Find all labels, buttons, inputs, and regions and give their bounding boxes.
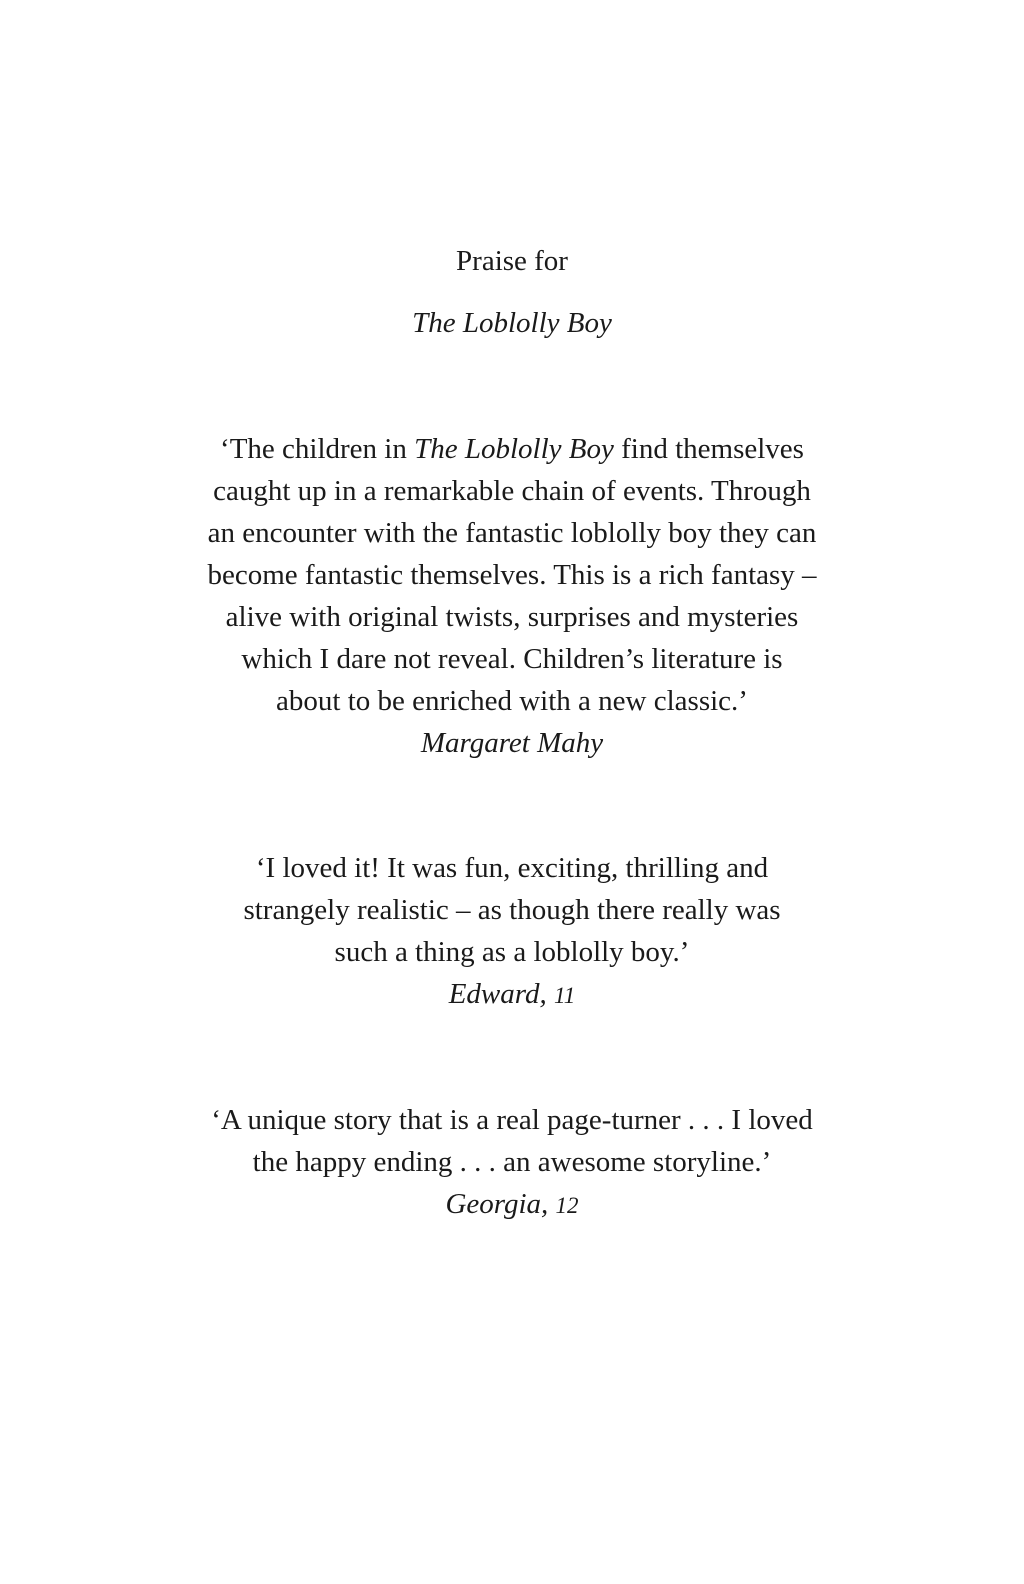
quote-book-title: The Loblolly Boy <box>414 433 614 465</box>
quote-margaret-mahy <box>0 428 1024 766</box>
praise-heading: Praise for <box>456 245 568 277</box>
quote-line: which I dare not reveal. Children’s literature is <box>241 643 783 675</box>
quote-georgia <box>0 1099 1024 1227</box>
book-title: The Loblolly Boy <box>412 307 612 339</box>
quote-line: ‘The children in The Loblolly Boy find themselves <box>220 433 804 465</box>
quote-line: become fantastic themselves. This is a rich fantasy – <box>207 559 817 591</box>
quote-line: such a thing as a loblolly boy.’ <box>334 936 690 968</box>
quote-line: about to be enriched with a new classic.’ <box>276 685 748 717</box>
reviewer-age: 11 <box>553 983 576 1008</box>
quote-line: strangely realistic – as though there really was <box>243 894 781 926</box>
quote-line: an encounter with the fantastic loblolly boy they can <box>207 517 817 549</box>
quote-line: alive with original twists, surprises and mysteries <box>225 601 799 633</box>
quote-line: caught up in a remarkable chain of events. Through <box>213 475 811 507</box>
quote-attribution: Edward, 11 <box>448 978 576 1010</box>
quote-line: ‘A unique story that is a real page-turner . . . I loved <box>211 1104 813 1136</box>
reviewer-age: 12 <box>555 1193 579 1218</box>
quote-edward <box>0 847 1024 1017</box>
quote-attribution: Georgia, 12 <box>445 1188 579 1220</box>
quote-line: ‘I loved it! It was fun, exciting, thrilling and <box>255 852 769 884</box>
quote-attribution: Margaret Mahy <box>420 727 604 759</box>
quote-line: the happy ending . . . an awesome storyline.’ <box>252 1146 772 1178</box>
